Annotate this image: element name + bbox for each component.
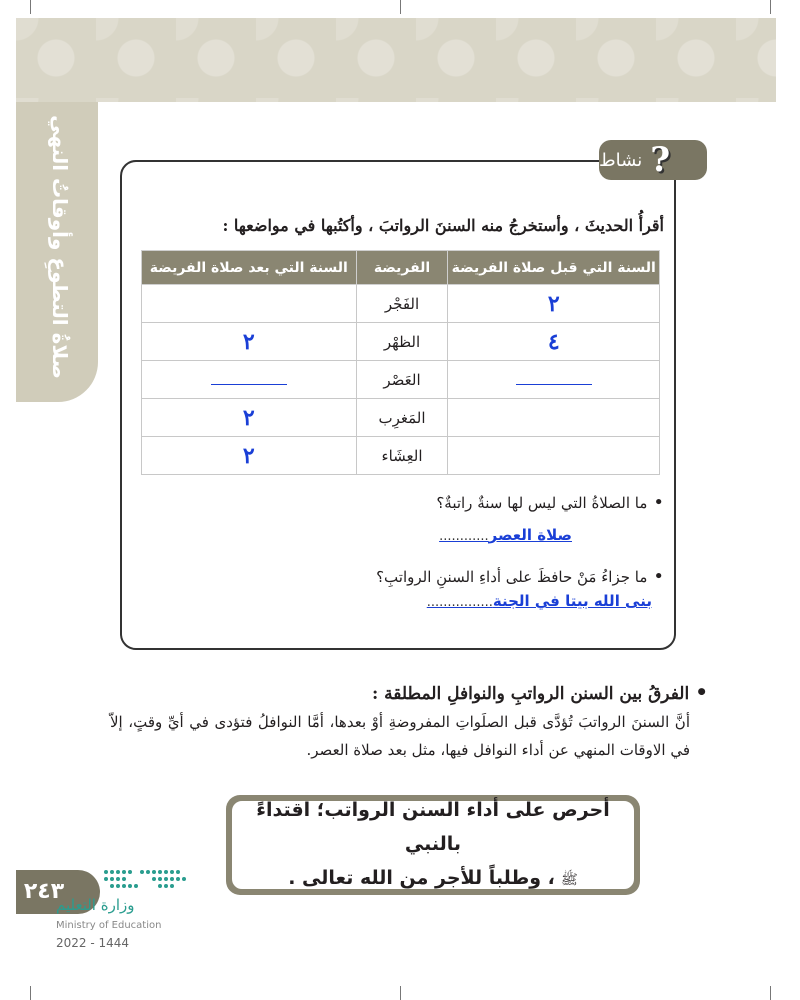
dash-line <box>211 375 287 385</box>
answer-2[interactable] <box>427 592 652 610</box>
cell-before-dash[interactable] <box>448 361 660 399</box>
activity-label: نشاط <box>599 149 643 171</box>
bullet-icon: • <box>695 680 708 704</box>
table-row <box>142 399 660 437</box>
answer-text: بنى الله بيتا في الجنة <box>492 592 652 610</box>
activity-tab <box>599 140 707 180</box>
reminder-line-2 <box>288 861 578 897</box>
answer-dots: ............ <box>439 529 489 544</box>
edition-year: 2022 - 1444 <box>56 936 130 950</box>
question-1 <box>436 492 664 513</box>
header-fard: الفريضة <box>356 251 448 285</box>
table-header-row <box>142 251 660 285</box>
crop-mark <box>30 0 31 14</box>
top-decorative-band <box>16 18 776 102</box>
answer-1[interactable] <box>439 526 572 544</box>
cell-fard: الفَجْر <box>356 285 448 323</box>
bullet-icon: • <box>653 492 664 513</box>
sunan-table <box>141 250 660 475</box>
table-row <box>142 285 660 323</box>
dash-line <box>516 375 592 385</box>
bullet-icon: • <box>653 566 664 587</box>
question-text: ما جزاءُ مَنْ حافظَ على أداءِ السننِ الرواتبِ؟ <box>376 568 648 586</box>
chapter-title-text: صلاةُ التطوعِ وأوقاتُ النهي <box>48 115 72 379</box>
chapter-title <box>40 102 80 392</box>
table-row <box>142 323 660 361</box>
table-row <box>142 361 660 399</box>
cell-fard: المَغرِب <box>356 399 448 437</box>
reminder-line-1: أحرص على أداء السنن الرواتب؛ اقتداءً بالنبي <box>256 799 610 855</box>
answer-dots: ................ <box>426 595 493 610</box>
pbuh-glyph: ﷺ <box>560 872 578 888</box>
difference-title <box>372 680 708 704</box>
cell-after[interactable]: ٢ <box>142 323 357 361</box>
activity-instruction: أقرأُ الحديثَ ، وأستخرجُ منه السننَ الرواتبَ ، وأكتُبها في مواضعها : <box>222 216 664 235</box>
answer-text: صلاة العصر <box>488 526 572 544</box>
cell-after-dash[interactable] <box>142 361 357 399</box>
reminder-line-2-text: ، وطلباً للأجر من الله تعالى . <box>288 867 555 889</box>
reminder-inner <box>231 800 635 890</box>
table-row <box>142 437 660 475</box>
cell-after[interactable]: ٢ <box>142 437 357 475</box>
question-mark-icon: ? <box>650 140 671 180</box>
cell-before[interactable] <box>448 437 660 475</box>
cell-fard: الظهْر <box>356 323 448 361</box>
cell-fard: العَصْر <box>356 361 448 399</box>
crop-mark <box>770 986 771 1000</box>
crop-mark <box>30 986 31 1000</box>
difference-body: أنَّ السننَ الرواتبَ تُؤدَّى قبل الصلَواتِ المفروضةِ أوْ بعدها، أمَّا النوافلُ فتؤدى في أيِّ وقتٍ، إلاّ في الاوقات المنهي عن أداء النوافل فيها، مثل بعد صلاة العصر. <box>110 713 690 759</box>
crop-mark <box>400 986 401 1000</box>
page-number: ٢٤٣ <box>23 879 65 904</box>
cell-fard: العِشَاء <box>356 437 448 475</box>
ministry-name-ar: وزارة التعليم <box>56 896 135 914</box>
cell-before[interactable] <box>448 399 660 437</box>
crop-mark <box>770 0 771 14</box>
ministry-name-en: Ministry of Education <box>56 920 162 931</box>
ministry-logo-icon <box>96 866 192 894</box>
question-2 <box>376 566 664 587</box>
cell-after[interactable] <box>142 285 357 323</box>
difference-title-text: الفرقُ بين السنن الرواتبِ والنوافلِ المطلقة : <box>371 684 690 704</box>
reminder-box <box>226 795 640 895</box>
question-text: ما الصلاةُ التي ليس لها سنةٌ راتبةٌ؟ <box>436 494 648 512</box>
cell-after[interactable]: ٢ <box>142 399 357 437</box>
crop-mark <box>400 0 401 14</box>
cell-before[interactable]: ٢ <box>448 285 660 323</box>
cell-before[interactable]: ٤ <box>448 323 660 361</box>
header-after: السنة التي بعد صلاة الفريضة <box>142 251 357 285</box>
header-before: السنة التي قبل صلاة الفريضة <box>448 251 660 285</box>
